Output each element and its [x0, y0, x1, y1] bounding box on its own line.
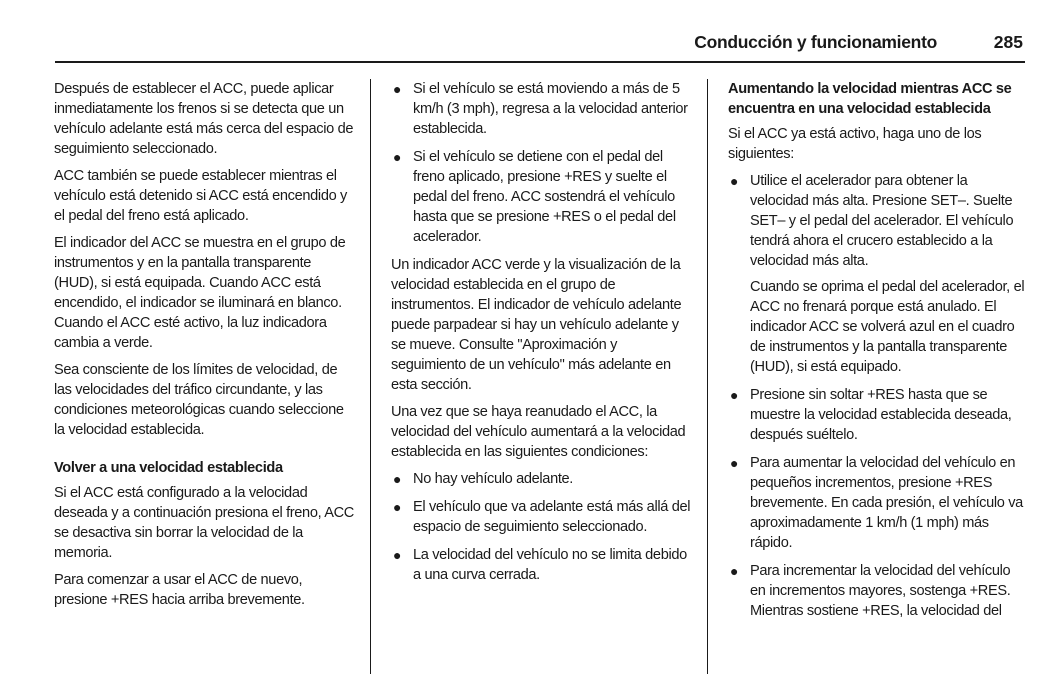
list-item-text: Utilice el acelerador para obtener la velocidad más alta. Presione SET–. Suelte SET– y el pedal del acelerador. El vehículo tendrá ahora el crucero establecido a la velocidad más alta.: [750, 173, 1014, 269]
list-item-text: No hay vehículo adelante.: [413, 471, 574, 487]
header-rule: [55, 61, 1025, 63]
list-item: [391, 79, 691, 139]
bullet-icon: ●: [393, 499, 402, 515]
paragraph: Una vez que se haya reanudado el ACC, la velocidad del vehículo aumentará a la velocidad establecida en las siguientes condiciones:: [391, 404, 686, 460]
paragraph: Después de establecer el ACC, puede aplicar inmediatamente los frenos si se detecta que un vehículo adelante está más cerca del espacio de seguimiento seleccionado.: [54, 81, 354, 157]
section-heading: Aumentando la velocidad mientras ACC se encuentra en una velocidad establecida: [728, 81, 1012, 117]
bullet-icon: ●: [730, 173, 739, 189]
paragraph: El indicador del ACC se muestra en el grupo de instrumentos y en la pantalla transparente (HUD), si está equipada. Cuando ACC está encendido, el indicador se iluminará en blanco. Cuando el ACC esté activo, la luz indicadora cambia a verde.: [54, 235, 346, 351]
list-item-subtext: Cuando se oprima el pedal del acelerador, el ACC no frenará porque está anulado. El indicador ACC se volverá azul en el cuadro de instrumentos y la pantalla transparente (HUD), si está equipado.: [750, 279, 1025, 375]
paragraph: ACC también se puede establecer mientras el vehículo está detenido si ACC está encendido y el pedal del freno está aplicado.: [54, 168, 347, 224]
page-header: [55, 28, 1025, 58]
page-number: 285: [993, 32, 1023, 52]
list-item-text: Para aumentar la velocidad del vehículo en pequeños incrementos, presione +RES brevemente. En cada presión, el vehículo va aproximadamente 1 km/h (1 mph) más rápido.: [750, 455, 1023, 551]
list-item: [728, 453, 1028, 553]
paragraph: Para comenzar a usar el ACC de nuevo, presione +RES hacia arriba brevemente.: [54, 572, 305, 608]
list-item-text: Si el vehículo se está moviendo a más de 5 km/h (3 mph), regresa a la velocidad anterior establecida.: [413, 81, 688, 137]
column-1: [54, 79, 354, 617]
list-item-text: Presione sin soltar +RES hasta que se muestre la velocidad establecida deseada, después suéltelo.: [750, 387, 1012, 443]
list-item: [728, 171, 1028, 377]
section-title: Conducción y funcionamiento: [694, 32, 937, 52]
list-item: [728, 385, 1028, 445]
bullet-icon: ●: [393, 149, 402, 165]
column-divider: [707, 79, 708, 674]
paragraph: Un indicador ACC verde y la visualización de la velocidad establecida en el grupo de instrumentos. El indicador de vehículo adelante puede parpadear si hay un vehículo adelante y se mueve. Consulte "Aproximación y seguimiento de un vehículo" más adelante en esta sección.: [391, 257, 682, 393]
bullet-icon: ●: [393, 81, 402, 97]
bullet-icon: ●: [730, 455, 739, 471]
bullet-icon: ●: [730, 563, 739, 579]
bullet-list: [391, 79, 691, 247]
column-divider: [370, 79, 371, 674]
section-heading: Volver a una velocidad establecida: [54, 460, 283, 476]
paragraph: Si el ACC ya está activo, haga uno de los siguientes:: [728, 126, 982, 162]
list-item-text: La velocidad del vehículo no se limita debido a una curva cerrada.: [413, 547, 687, 583]
bullet-icon: ●: [393, 547, 402, 563]
bullet-list: [391, 469, 691, 585]
list-item-text: Si el vehículo se detiene con el pedal del freno aplicado, presione +RES y suelte el pedal del freno. ACC sostendrá el vehículo hasta que se presione +RES o el pedal del acelerador.: [413, 149, 676, 245]
list-item: [391, 497, 691, 537]
paragraph: Sea consciente de los límites de velocidad, de las velocidades del tráfico circundante, y las condiciones meteorológicas cuando seleccione la velocidad establecida.: [54, 362, 344, 438]
bullet-icon: ●: [393, 471, 402, 487]
column-2: [391, 79, 691, 593]
list-item: [391, 545, 691, 585]
list-item-text: Para incrementar la velocidad del vehículo en incrementos mayores, sostenga +RES. Mientras sostiene +RES, la velocidad del: [750, 563, 1011, 619]
bullet-icon: ●: [730, 387, 739, 403]
list-item-text: El vehículo que va adelante está más allá del espacio de seguimiento seleccionado.: [413, 499, 691, 535]
column-3: [728, 79, 1028, 629]
paragraph: Si el ACC está configurado a la velocidad deseada y a continuación presiona el freno, ACC se desactiva sin borrar la velocidad de la memoria.: [54, 485, 354, 561]
list-item: [391, 147, 691, 247]
list-item: [728, 561, 1028, 621]
bullet-list: [728, 171, 1028, 621]
list-item: [391, 469, 691, 489]
